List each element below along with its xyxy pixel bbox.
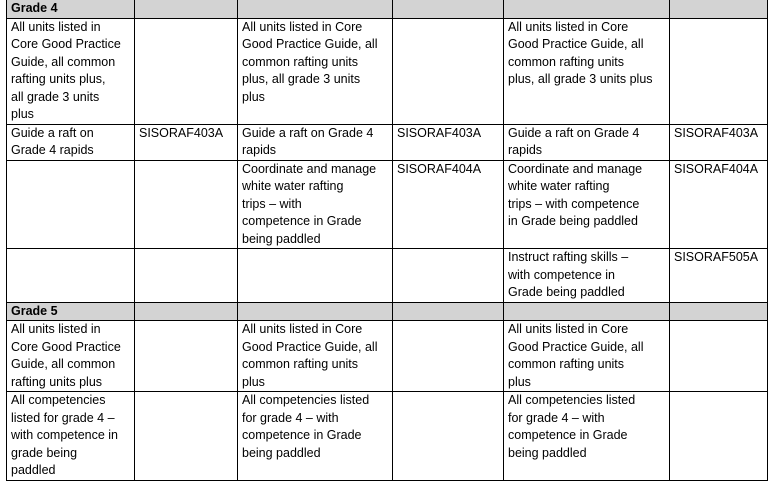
table-cell <box>7 249 135 303</box>
table-cell: SISORAF403A <box>393 124 504 160</box>
table-cell <box>393 249 504 303</box>
table-cell: Guide a raft on Grade 4 rapids <box>504 124 670 160</box>
table-row <box>7 392 768 481</box>
table-cell <box>670 392 768 481</box>
table-cell: All competencies listed for grade 4 – with competence in Grade being paddled <box>238 392 393 481</box>
table-cell: All units listed in Core Good Practice Guide, all common rafting units plus <box>238 321 393 392</box>
table-cell <box>393 392 504 481</box>
table-cell <box>135 392 238 481</box>
table-cell <box>670 18 768 124</box>
table-cell: Guide a raft on Grade 4 rapids <box>7 124 135 160</box>
table-cell <box>135 249 238 303</box>
table-row <box>7 321 768 392</box>
grade-5-heading: Grade 5 <box>7 302 135 321</box>
table-cell: All units listed in Core Good Practice Guide, all common rafting units plus, all grade 3 units plus <box>504 18 670 124</box>
table-cell: Coordinate and manage white water rafting trips – with competence in Grade being paddled <box>238 160 393 249</box>
table-cell: All competencies listed for grade 4 – with competence in Grade being paddled <box>504 392 670 481</box>
grade-4-heading: Grade 4 <box>7 0 135 18</box>
table-cell <box>135 321 238 392</box>
table-cell <box>393 18 504 124</box>
table-row <box>7 249 768 303</box>
table-cell: All competencies listed for grade 4 – with competence in grade being paddled <box>7 392 135 481</box>
grade-5-heading-row <box>7 302 768 321</box>
rafting-units-table <box>6 0 768 481</box>
table-cell: SISORAF404A <box>393 160 504 249</box>
table-cell: All units listed in Core Good Practice Guide, all common rafting units plus <box>504 321 670 392</box>
table-cell <box>7 160 135 249</box>
table-cell: SISORAF403A <box>670 124 768 160</box>
table-cell <box>135 18 238 124</box>
table-cell: All units listed in Core Good Practice Guide, all common rafting units plus <box>7 321 135 392</box>
table-cell: SISORAF403A <box>135 124 238 160</box>
table-cell: SISORAF404A <box>670 160 768 249</box>
table-cell <box>238 249 393 303</box>
table-cell <box>135 160 238 249</box>
table-cell <box>670 321 768 392</box>
table-cell: Guide a raft on Grade 4 rapids <box>238 124 393 160</box>
table-cell: Instruct rafting skills – with competence in Grade being paddled <box>504 249 670 303</box>
table-cell: All units listed in Core Good Practice Guide, all common rafting units plus, all grade 3 units plus <box>7 18 135 124</box>
table-cell <box>393 321 504 392</box>
table-row <box>7 18 768 124</box>
table-row <box>7 160 768 249</box>
table-row <box>7 124 768 160</box>
grade-4-heading-row <box>7 0 768 18</box>
table-cell: SISORAF505A <box>670 249 768 303</box>
table-cell: Coordinate and manage white water rafting trips – with competence in Grade being paddled <box>504 160 670 249</box>
table-cell: All units listed in Core Good Practice Guide, all common rafting units plus, all grade 3 units plus <box>238 18 393 124</box>
